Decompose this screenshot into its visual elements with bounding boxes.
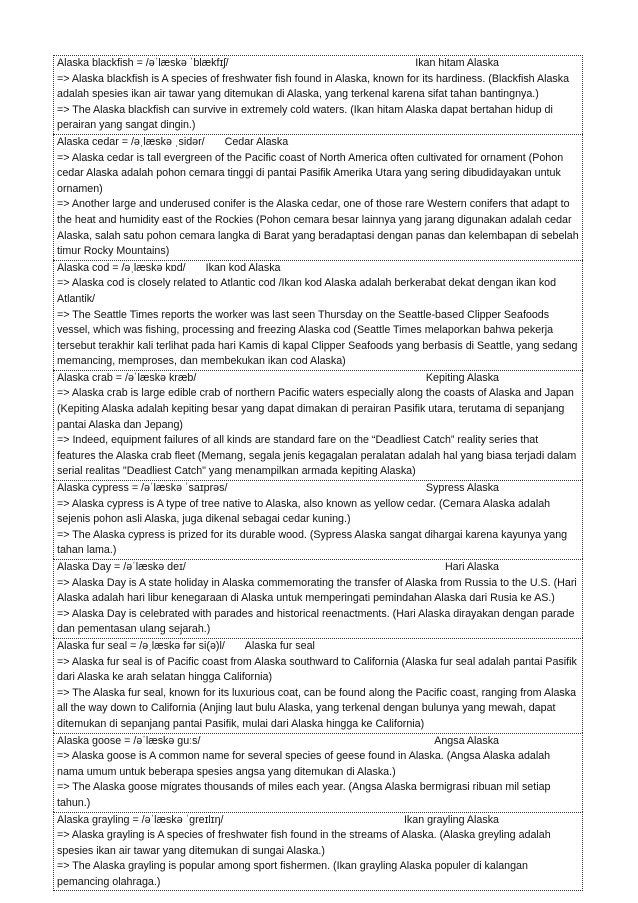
entry-heading: [57, 813, 579, 829]
entry-example: => Indeed, equipment failures of all kinds are standard fare on the “Deadliest Catch” reality series that features the Alaska crab fleet (Memang, segala jenis kegagalan peralatan adalah hal yang biasa terjadi dalam serial realitas "Deadliest Catch" yang menampilkan armada kepiting Alaska): [57, 434, 577, 478]
entry-example: => Alaska crab is large edible crab of northern Pacific waters especially along the coasts of Alaska and Japan (Kepiting Alaska adalah kepiting besar yang dapat dimakan di perairan Pasifik utara, terutama di sepanjang pantai Alaska dan Jepang): [57, 387, 574, 431]
glossary-entry: [53, 733, 583, 812]
entry-heading: [57, 135, 579, 151]
entry-example: => Alaska cod is closely related to Atlantic cod /Ikan kod Alaska adalah berkerabat dekat dengan ikan kod Atlantik/: [57, 277, 557, 305]
entry-term: Alaska crab = /əˈlæskə kræb/: [57, 371, 197, 384]
entry-example: => Alaska cypress is A type of tree native to Alaska, also known as yellow cedar. (Cemara Alaska adalah sejenis pohon asli Alaska, juga dikenal sebagai cedar kuning.): [57, 497, 551, 526]
entry-heading: [57, 560, 579, 576]
entry-term: Alaska goose = /əˈlæskə guːs/: [57, 734, 201, 747]
entry-example: => Alaska Day is A state holiday in Alaska commemorating the transfer of Alaska from Russia to the U.S. (Hari Alaska adalah hari libur kenegaraan di Alaska untuk memperingati pemindahan Alaska dari Rusia ke AS.): [57, 576, 577, 605]
glossary-entry: [53, 134, 583, 260]
entry-translation: Kepiting Alaska: [425, 371, 499, 384]
entry-term: Alaska fur seal = /əˌlæskə fər si(ə)l/: [57, 639, 225, 652]
glossary-entry: [53, 812, 583, 892]
glossary-entry: [53, 480, 583, 559]
glossary-entry: [53, 260, 583, 370]
entry-translation: Cedar Alaska: [224, 135, 289, 148]
entry-example: => Alaska grayling is A species of freshwater fish found in the streams of Alaska. (Alaska greyling adalah spesies ikan air tawar yang ditemukan di sungai Alaska.): [57, 829, 551, 857]
entry-example: => Alaska cedar is tall evergreen of the Pacific coast of North America often cultivated for ornament (Pohon cedar Alaska adalah pohon cemara tinggi di pantai Pasifik Amerika Utara yang sering dibudidayakan untuk ornamen): [57, 151, 564, 195]
entry-term: Alaska grayling = /əˈlæskə ˈɡreɪlɪŋ/: [57, 813, 224, 826]
entry-translation: Ikan grayling Alaska: [403, 813, 499, 826]
entry-heading: [57, 481, 579, 497]
entry-translation: Ikan kod Alaska: [205, 261, 281, 274]
entry-heading: [57, 261, 579, 277]
glossary-entry: [53, 55, 583, 134]
entry-example: => The Alaska goose migrates thousands of miles each year. (Angsa Alaska bermigrasi ribuan mil setiap tahun.): [57, 781, 551, 809]
entry-example: => The Alaska blackfish can survive in extremely cold waters. (Ikan hitam Alaska dapat bertahan hidup di perairan yang sangat dingin.): [57, 103, 553, 132]
entry-heading: [57, 371, 579, 387]
glossary-document: [53, 55, 583, 891]
entry-example: => The Alaska fur seal, known for its luxurious coat, can be found along the Pacific coast, ranging from Alaska all the way down to California (Anjing laut bulu Alaska, yang terkenal dengan bulunya yang mewah, dapat ditemukan di sepanjang pantai Pasifik, mulai dari Alaska hingga ke California): [57, 686, 577, 730]
glossary-entry: [53, 559, 583, 638]
entry-example: => Alaska goose is A common name for several species of geese found in Alaska. (Angsa Alaska adalah nama umum untuk beberapa spesies angsa yang ditemukan di Alaska.): [57, 750, 551, 778]
entry-translation: Angsa Alaska: [434, 734, 499, 747]
entry-example: => The Seattle Times reports the worker was last seen Thursday on the Seattle-based Clipper Seafoods vessel, which was fishing, processing and freezing Alaska cod (Seattle Times melaporkan bahwa pekerja tersebut terakhir kali terlihat pada hari Kamis di kapal Clipper Seafoods yang berbasis di Seattle, yang sedang memancing, memproses, dan membekukan ikan cod Alaska): [57, 308, 578, 368]
entry-term: Alaska cod = /əˌlæskə kɒd/: [57, 261, 186, 274]
entry-example: => Alaska Day is celebrated with parades and historical reenactments. (Hari Alaska dirayakan dengan parade dan pementasan ulang sejarah.): [57, 607, 575, 636]
entry-term: Alaska cypress = /əˈlæskə ˈsaɪprəs/: [57, 482, 228, 495]
entry-example: => Alaska blackfish is A species of freshwater fish found in Alaska, known for its hardiness. (Blackfish Alaska adalah spesies ikan air tawar yang ditemukan di Alaska, yang terkenal karena sifat tahan bantingnya.): [57, 72, 570, 101]
entry-example: => Another large and underused conifer is the Alaska cedar, one of those rare Western conifers that adapt to the heat and humidity east of the Rockies (Pohon cemara besar lainnya yang jarang digunakan adalah cedar Alaska, salah satu pohon cemara langka di Barat yang beradaptasi dengan panas dan kelembapan di sebelah timur Rocky Mountains): [57, 198, 579, 258]
entry-example: => Alaska fur seal is of Pacific coast from Alaska southward to California (Alaska fur seal adalah pantai Pasifik dari Alaska ke arah selatan hingga California): [57, 655, 577, 684]
entry-translation: Sypress Alaska: [425, 482, 499, 495]
entry-heading: [57, 639, 579, 655]
entry-example: => The Alaska cypress is prized for its durable wood. (Sypress Alaska sangat dihargai karena kayunya yang tahan lama.): [57, 528, 568, 557]
entry-term: Alaska blackfish = /əˈlæskə ˈblækfɪʃ/: [57, 57, 229, 69]
entry-translation: Hari Alaska: [444, 561, 499, 573]
entry-heading: [57, 56, 579, 72]
entry-translation: Ikan hitam Alaska: [415, 57, 499, 69]
glossary-entry: [53, 638, 583, 733]
glossary-entry: [53, 370, 583, 480]
entry-translation: Alaska fur seal: [244, 639, 315, 652]
entry-example: => The Alaska grayling is popular among sport fishermen. (Ikan grayling Alaska populer di kalangan pemancing olahraga.): [57, 860, 528, 888]
entry-term: Alaska Day = /əˈlæskə deɪ/: [57, 561, 186, 573]
entry-term: Alaska cedar = /əˌlæskə ˌsidər/: [57, 135, 205, 148]
entry-heading: [57, 734, 579, 750]
